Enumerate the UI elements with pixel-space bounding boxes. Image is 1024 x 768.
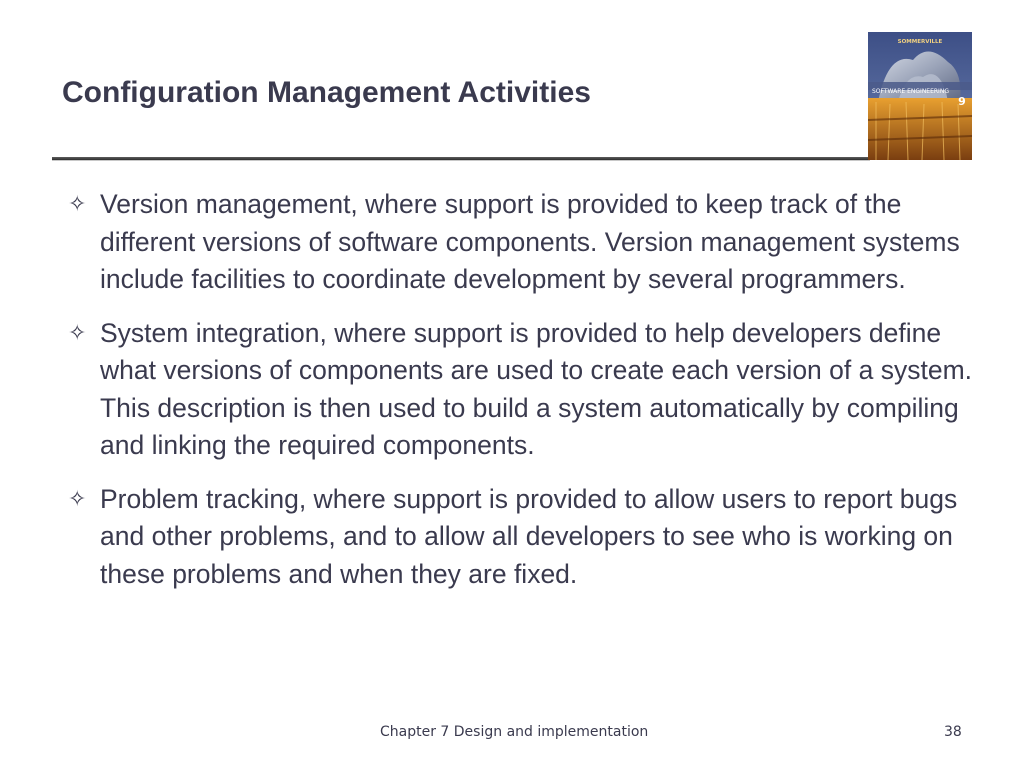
bullet-list (62, 186, 972, 609)
title-divider-shadow (52, 160, 870, 161)
bullet-text: System integration, where support is provided to help developers define what versions of components are used to create each version of a system. This description is then used to build a system automatically by compiling and linking the required components. (100, 317, 973, 460)
star-bullet-icon: ✧ (68, 192, 87, 217)
star-bullet-icon: ✧ (68, 486, 87, 512)
page-number: 38 (944, 724, 962, 740)
book-cover-author: SOMMERVILLE (897, 39, 943, 45)
bullet-item (62, 481, 972, 594)
slide-title: Configuration Management Activities (62, 76, 591, 109)
book-cover-title: SOFTWARE ENGINEERING (872, 88, 949, 95)
bullet-text: Version management, where support is provided to keep track of the different versions of software components. Version management systems include facilities to coordinate development by several programmers. (100, 189, 960, 294)
star-bullet-icon: ✧ (68, 320, 87, 346)
bullet-item (62, 315, 972, 465)
bullet-item (62, 186, 972, 299)
footer-chapter-label: Chapter 7 Design and implementation (380, 724, 649, 740)
book-cover-edition: 9 (958, 95, 966, 108)
bullet-text: Problem tracking, where support is provided to allow users to report bugs and other problems, and to allow all developers to see who is working on these problems and when they are fixed. (100, 483, 958, 589)
book-cover-image (868, 32, 972, 160)
